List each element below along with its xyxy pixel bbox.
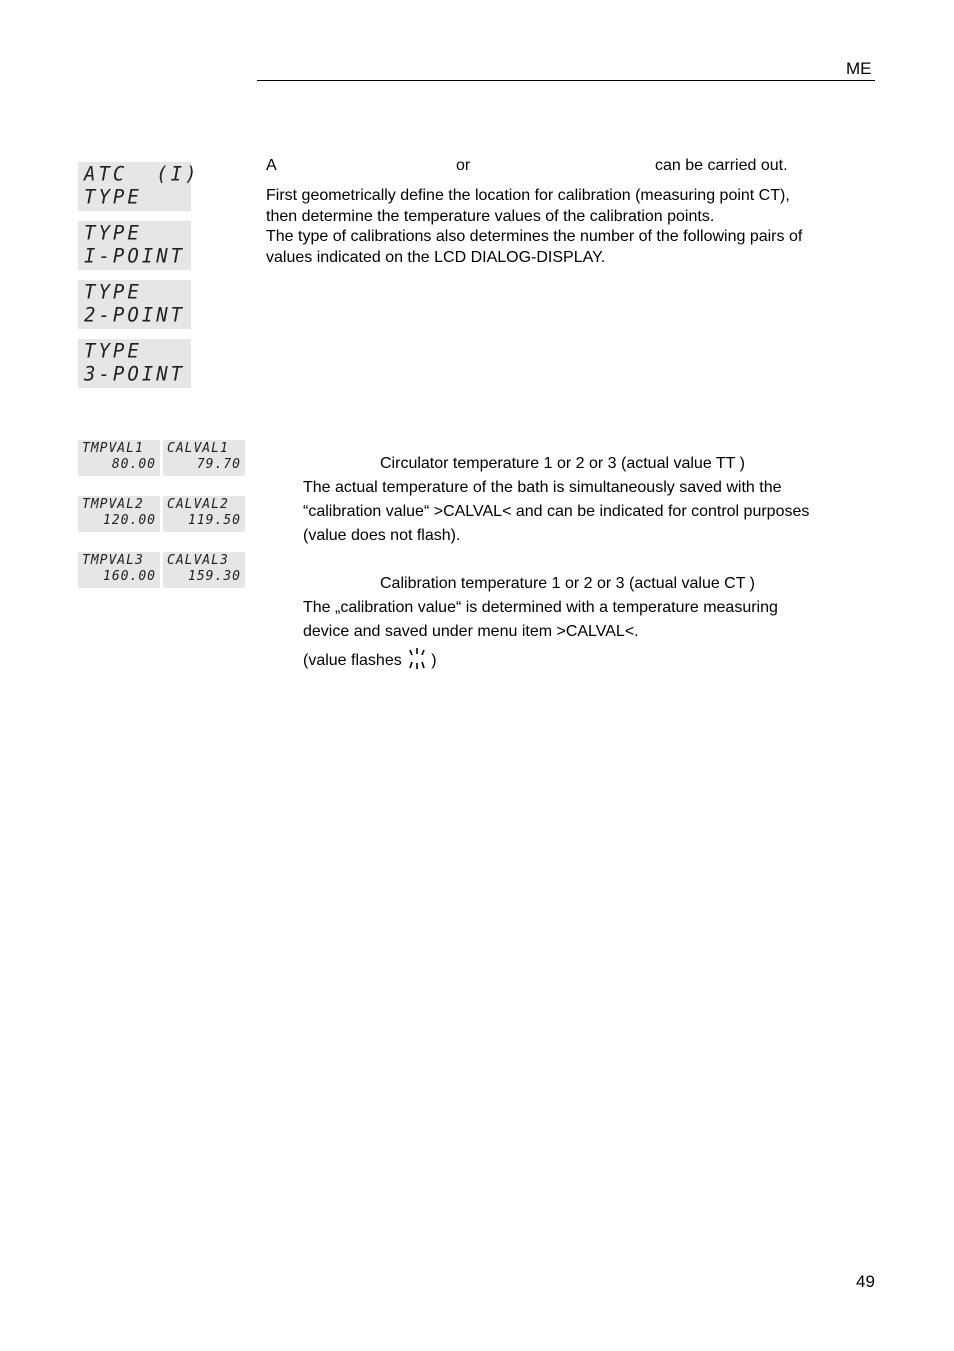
lcd-tmpval-3 [78, 552, 160, 588]
lcd-label: CALVAL1 [167, 441, 229, 456]
lcd-value: 80.00 [111, 457, 156, 472]
lcd-line: TYPE [84, 185, 142, 209]
lcd-line: TYPE [84, 339, 142, 363]
lcd-label: CALVAL3 [167, 553, 229, 568]
lcd-line: TYPE [84, 280, 142, 304]
tmpval-line: “calibration value“ >CALVAL< and can be indicated for control purposes [303, 503, 810, 520]
intro-or: or [456, 157, 471, 174]
lcd-label: CALVAL2 [167, 497, 229, 512]
intro-paragraph [266, 186, 802, 268]
lcd-label: TMPVAL2 [82, 497, 144, 512]
lcd-tmpval-2 [78, 496, 160, 532]
intro-carried-out: can be carried out. [655, 157, 788, 174]
lcd-calval-1 [163, 440, 245, 476]
tmpval-paragraph [303, 476, 809, 548]
lcd-line: 2-POINT [84, 303, 186, 327]
lcd-value: 120.00 [103, 513, 156, 528]
calval-heading: Calibration temperature 1 or 2 or 3 (actual value CT ) [380, 575, 755, 592]
lcd-line: TYPE [84, 221, 142, 245]
intro-line: then determine the temperature values of the calibration points. [266, 207, 715, 225]
intro-a: A [266, 157, 277, 174]
lcd-type-1-point [78, 221, 191, 270]
tmpval-heading: Circulator temperature 1 or 2 or 3 (actual value TT ) [380, 455, 745, 472]
intro-line: The type of calibrations also determines the number of the following pairs of [266, 228, 803, 245]
calval-paragraph [303, 596, 778, 673]
lcd-type-3-point [78, 339, 191, 388]
lcd-atc-type [78, 162, 200, 211]
lcd-value: 159.30 [188, 569, 241, 584]
lcd-tmpval-1 [78, 440, 160, 476]
intro-line: values indicated on the LCD DIALOG-DISPLAY. [266, 248, 606, 266]
lcd-line: 3-POINT [84, 362, 186, 386]
header-label: ME [846, 59, 872, 78]
lcd-value: 119.50 [188, 513, 241, 528]
calval-line: The „calibration value“ is determined with a temperature measuring [303, 599, 778, 616]
lcd-label: TMPVAL1 [82, 441, 144, 456]
lcd-value: 160.00 [103, 569, 156, 584]
lcd-value: 79.70 [196, 457, 241, 472]
intro-line: First geometrically define the location for calibration (measuring point CT), [266, 187, 790, 204]
lcd-line: ATC (I) [84, 162, 200, 186]
lcd-calval-3 [163, 552, 245, 588]
page-number: 49 [856, 1272, 875, 1291]
header-rule [257, 80, 875, 81]
tmpval-line: The actual temperature of the bath is simultaneously saved with the [303, 479, 782, 496]
lcd-type-2-point [78, 280, 191, 329]
calval-line: device and saved under menu item >CALVAL<. [303, 623, 639, 640]
lcd-line: I-POINT [84, 244, 186, 268]
tmpval-line: (value does not flash). [303, 527, 461, 544]
calval-line-flash [303, 647, 778, 673]
lcd-label: TMPVAL3 [82, 553, 144, 568]
lcd-calval-2 [163, 496, 245, 532]
calval-flash-text: (value flashes [303, 652, 402, 669]
calval-flash-end: ) [431, 652, 437, 669]
flash-icon [406, 651, 431, 671]
